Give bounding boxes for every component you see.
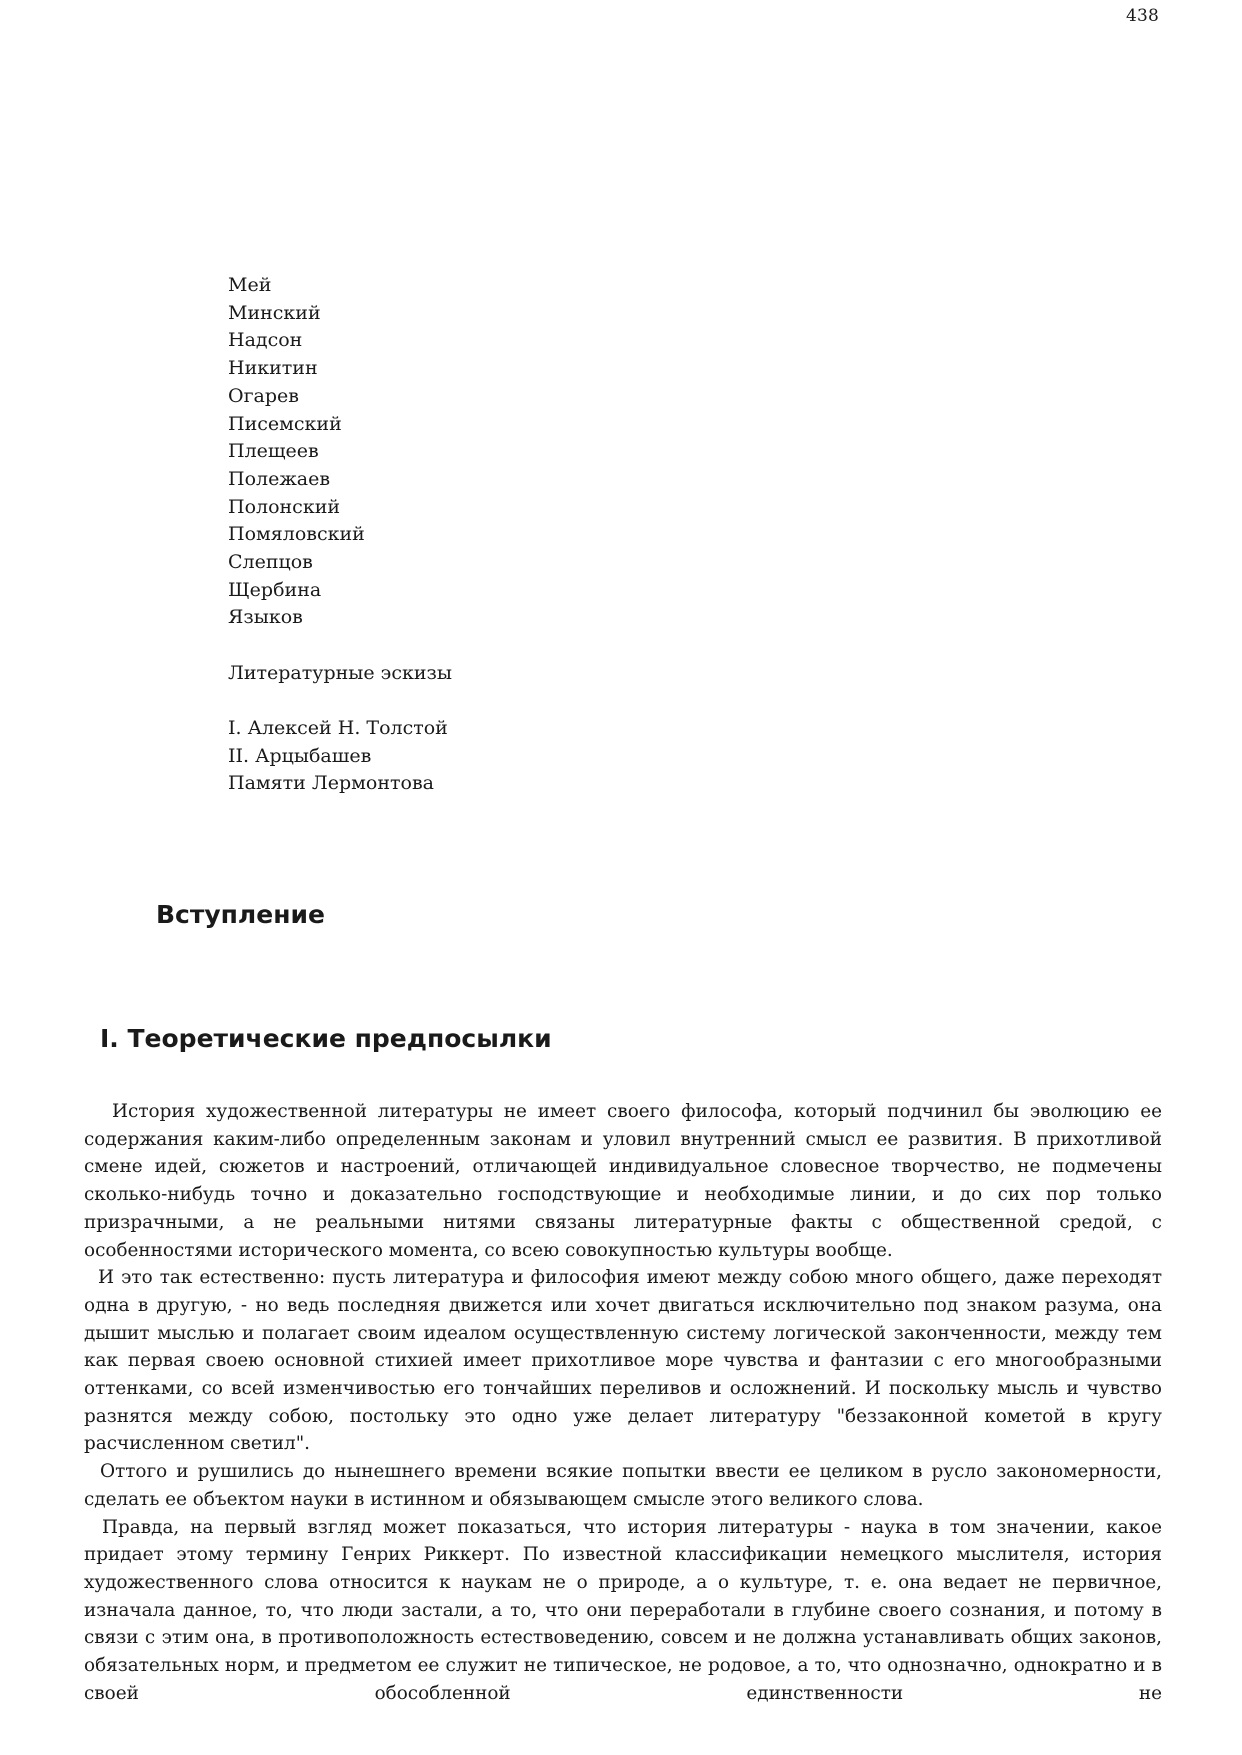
toc-item: Мей — [228, 274, 272, 296]
toc-item: Языков — [228, 606, 303, 629]
toc-item: Никитин — [228, 357, 318, 380]
section-heading-theory: I. Теоретические предпосылки — [100, 1024, 552, 1053]
toc-item: Огарев — [228, 384, 299, 407]
paragraph: И это так естественно: пусть литература и философия имеют между собою много общего, даже переходят одна в другую, - но ведь последняя движется или хочет двигаться исключительно под знаком разума, она дышит мыслью и полагает своим идеалом осуществленную систему логической законченности, между тем как первая своею основной стихией имеет прихотливое море чувства и фантазии с его многообразными оттенками, со всей изменчивостью его тончайших переливов и осложнений. И поскольку мысль и чувство разнятся между собою, постольку это одно уже делает литературу "беззаконной кометой в кругу расчисленном светил". — [84, 1267, 1162, 1455]
toc-item: Минский — [228, 301, 321, 324]
section-heading-intro: Вступление — [156, 900, 325, 929]
table-of-contents — [228, 272, 452, 798]
toc-item: Памяти Лермонтова — [228, 772, 434, 795]
page-number: 438 — [1126, 6, 1160, 26]
toc-item: Слепцов — [228, 551, 313, 574]
toc-item: Писемский — [228, 412, 342, 435]
paragraph: История художественной литературы не имеет своего философа, который подчинил бы эволюцию ее содержания каким-либо определенным законам и уловил внутренний смысл ее развития. В прихотливой смене идей, сюжетов и настроений, отличающей индивидуальное словесное творчество, не подмечены сколько-нибудь точно и доказательно господствующие и необходимые линии, и до сих пор только призрачными, а не реальными нитями связаны литературные факты с общественной средой, с особенностями исторического момента, со всею совокупностью культуры вообще. — [84, 1101, 1162, 1261]
toc-item: I. Алексей Н. Толстой — [228, 716, 448, 739]
toc-spacer — [228, 632, 452, 660]
toc-item: Надсон — [228, 329, 303, 352]
toc-item: Полонский — [228, 495, 341, 518]
toc-item: Полежаев — [228, 467, 331, 490]
paragraph: Правда, на первый взгляд может показаться, что история литературы - наука в том значении, какое придает этому термину Генрих Риккерт. По известной классификации немецкого мыслителя, история художественного слова относится к наукам не о природе, а о культуре, т. е. она ведает не первичное, изначала данное, то, что люди застали, а то, что они переработали в глубине своего сознания, и потому в связи с этим она, в противоположность естествоведению, совсем и не должна устанавливать общих законов, обязательных норм, и предметом ее служит не типическое, не родовое, а то, что однозначно, однократно и в своей обособленной единственности не — [84, 1516, 1162, 1704]
toc-spacer — [228, 687, 452, 715]
body-text — [84, 1098, 1162, 1707]
toc-item: Плещеев — [228, 440, 319, 463]
paragraph: Оттого и рушились до нынешнего времени всякие попытки ввести ее целиком в русло закономерности, сделать ее объектом науки в истинном и обязывающем смысле этого великого слова. — [84, 1461, 1162, 1510]
toc-section-title: Литературные эскизы — [228, 661, 452, 684]
toc-item: II. Арцыбашев — [228, 744, 372, 767]
toc-item: Помяловский — [228, 523, 365, 546]
toc-item: Щербина — [228, 578, 322, 601]
